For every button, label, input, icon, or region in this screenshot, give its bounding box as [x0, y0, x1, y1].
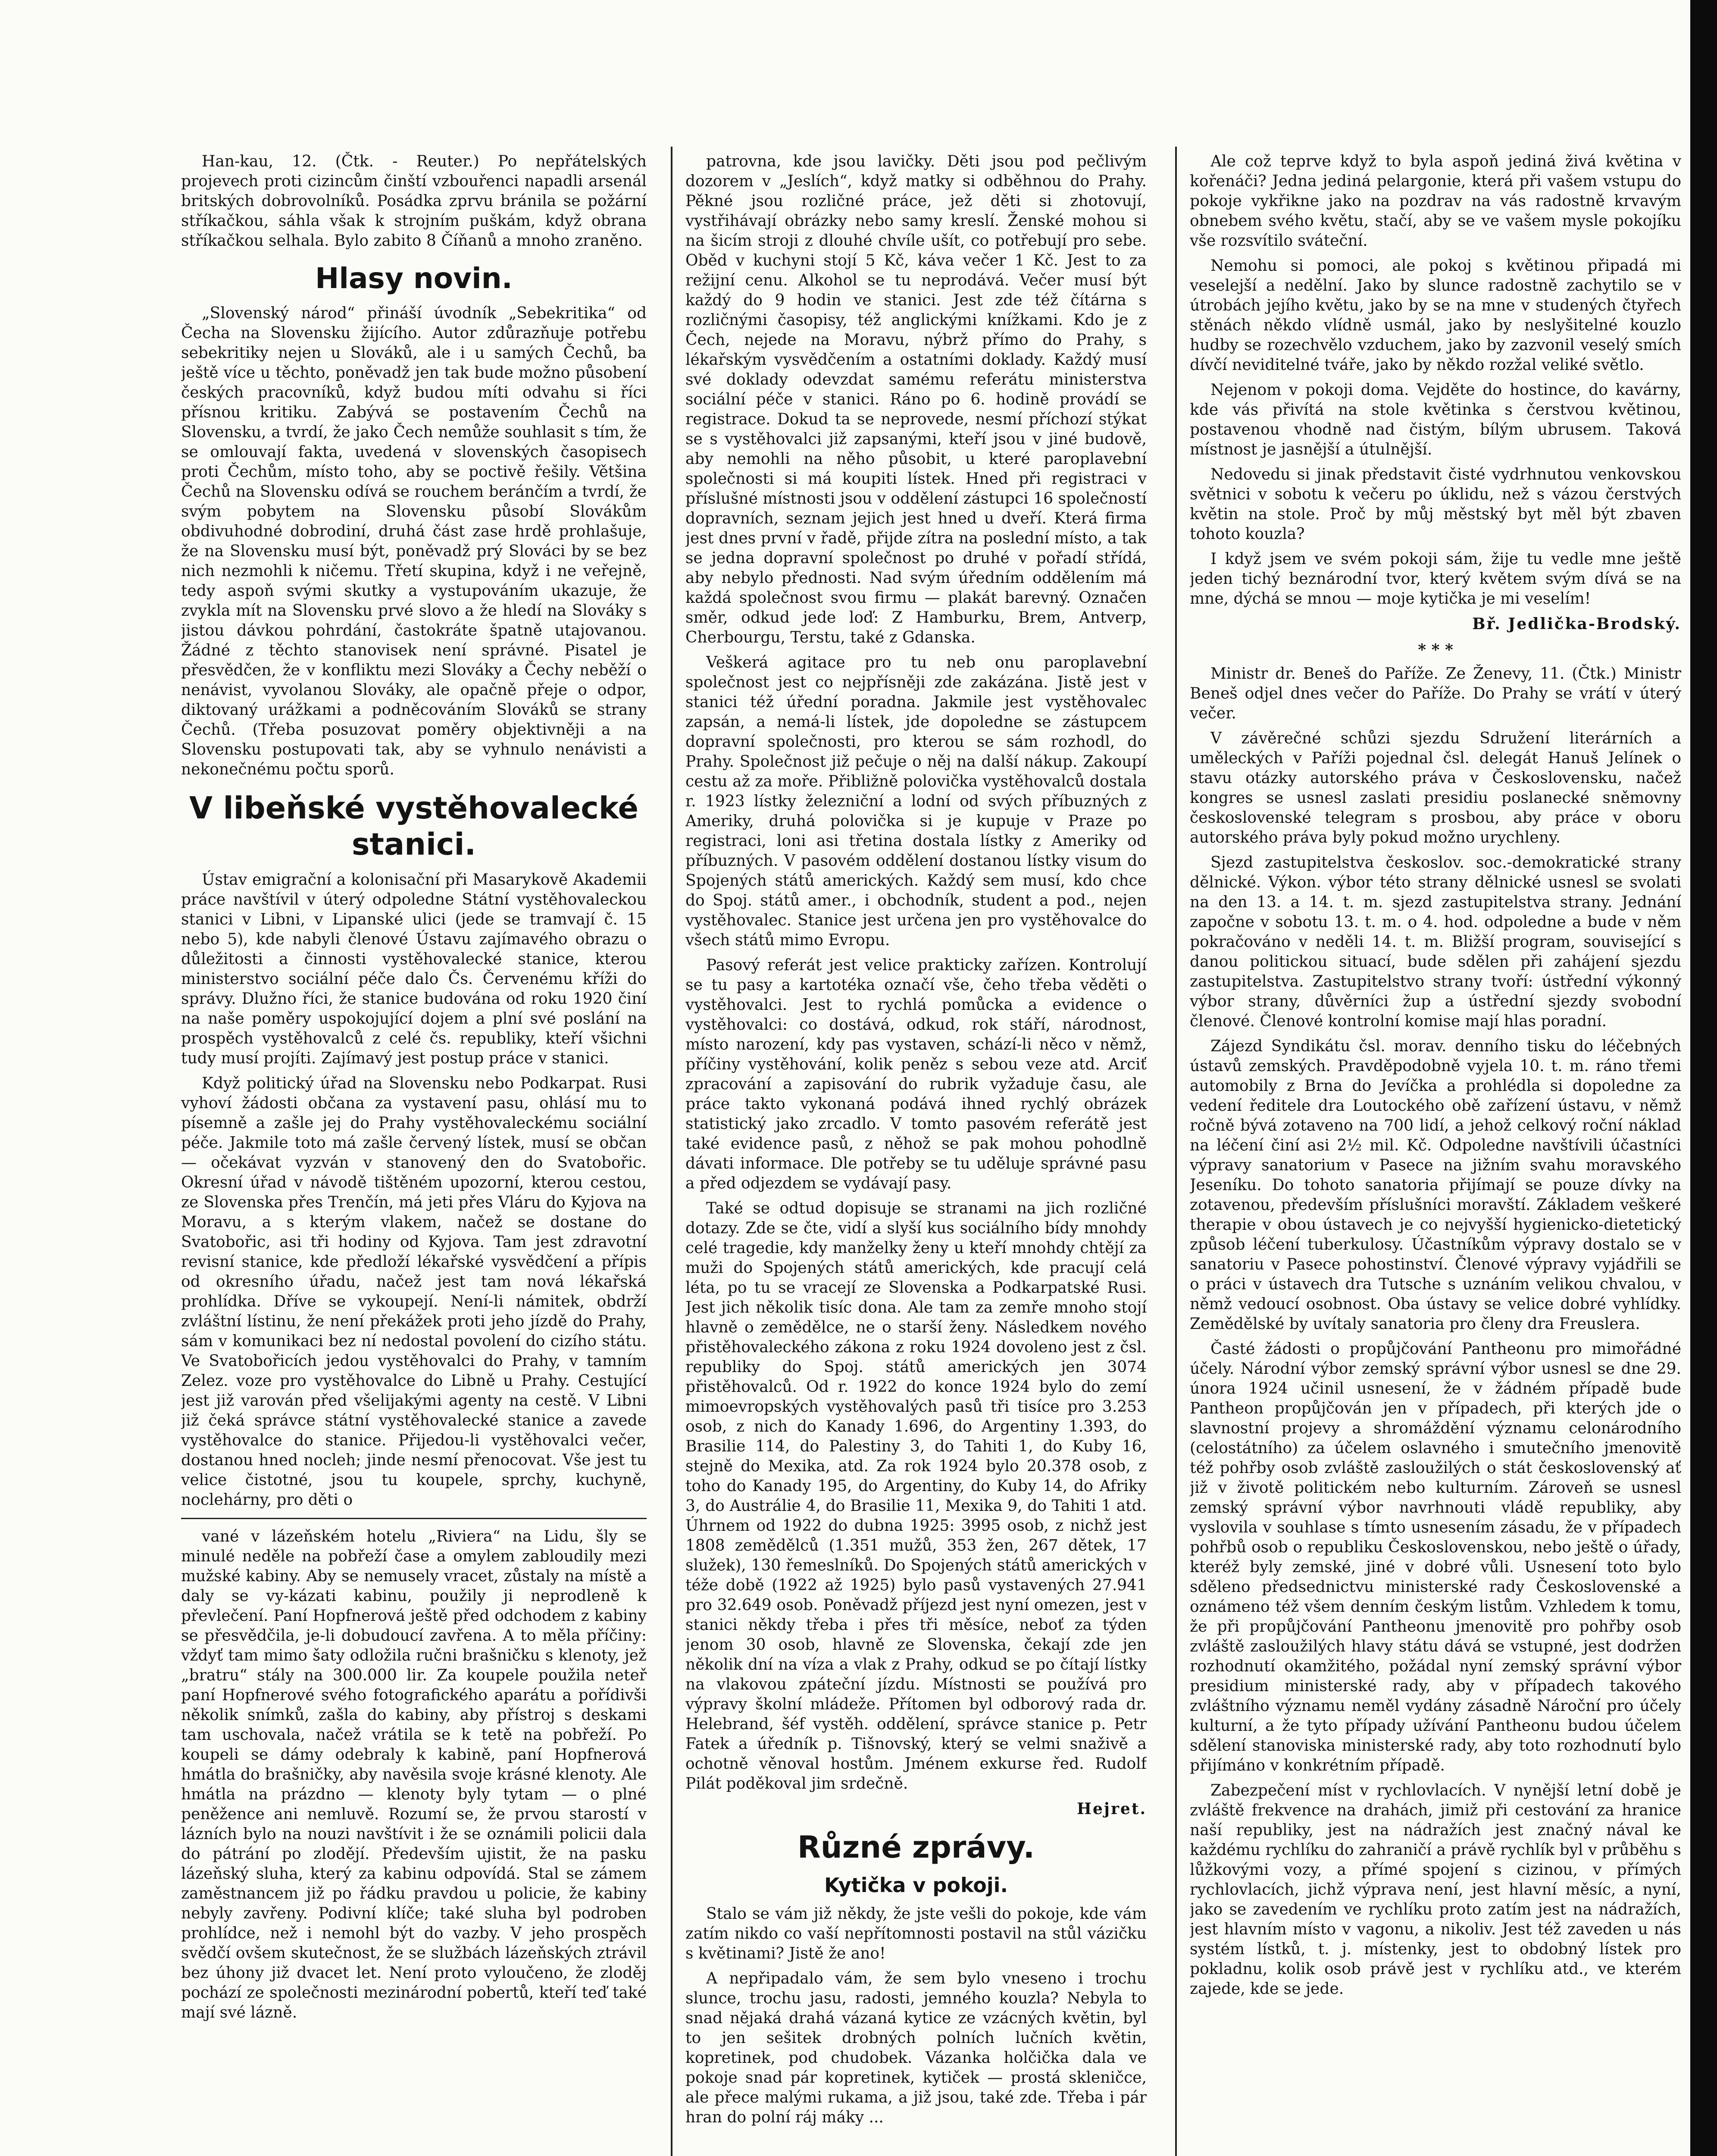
news-item: Sjezd zastupitelstva českoslov. soc.-demokratické strany dělnické. Výkon. výbor této strany dělnické usnesl se svolati na den 13. a 14. t. m. sjezd zastupitelstva strany. Jednání započne v sobotu 13. t. m. o 4. hod. odpoledne a bude v něm pokračováno v neděli 14. t. m. Bližší program, související s danou politickou situací, bude sdělen při zahájení sjezdu zastupitelstva. Zastupitelstvo strany tvoří: ústřední výkonný výbor strany, důvěrníci žup a ústřední sjezdy svobodní členové. Členové kontrolní komise mají hlas poradní. — [1190, 854, 1681, 1030]
feuilleton-paragraph: Ale což teprve když to byla aspoň jediná živá květina v kořenáči? Jedna jediná pelargonie, která při vašem vstupu do pokoje vykřikne jako na pozdrav na vás radostně krvavým obnebem svého květu, stačí, aby se ve vašem mysle pokojíku vše rozsvítilo sváteční. — [1190, 153, 1681, 250]
column-divider — [671, 147, 672, 2156]
section-separator: * * * — [1418, 641, 1453, 659]
feuilleton-paragraph: Nedovedu si jinak představit čisté vydrhnutou venkovskou světnici v sobotu k večeru po úklidu, než s vázou čerstvých květin na stole. Proč by můj městský byt měl být zbaven tohoto kouzla? — [1190, 466, 1681, 543]
article-paragraph: Když politický úřad na Slovensku nebo Podkarpat. Rusi vyhoví žádosti občana za vystavení pasu, ohlásí mu to písemně a zašle jej do Prahy vystěhovaleckému sociální péče. Jakmile toto má zašle červený lístek, musí se občan — očekávat vyzván v stanovený den do Svatobořic. Okresní úřad v návodě tištěném upozorní, kterou cestou, ze Slovenska přes Trenčín, má jeti přes Vláru do Kyjova na Moravu, a s kterým vlakem, načež se dostane do Svatobořic, asi tři hodiny od Kyjova. Tam jest zdravotní revisní stanice, kde předloží lékařské vysvědčení a přípis od okresního úřadu, načež jest tam nová lékařská prohlídka. Dříve se vykoupejí. Není-li námitek, obdrží zvláštní lístinu, že není překážek proti jeho jízdě do Prahy, sám v komunikaci bez ní nedostal povolení do cizího státu. Ve Svatobořicích jedou vystěhovalci do Prahy, v tamním Zelez. voze pro vystěhovalce do Libně u Prahy. Cestující jest již varován před všelijakými agenty na cestě. V Libni již čeká správce státní vystěhovalecké stanice a zavede vystěhovalce do stanice. Přijedou-li vystěhovalci večer, dostanou hned nocleh; jinde nesmí přenocovat. Vše jest tu velice čistotné, jsou tu koupele, sprchy, kuchyně, noclehárny, pro děti o — [181, 1075, 647, 1509]
author-signature: Bř. Jedlička-Brodský. — [1472, 615, 1681, 633]
divider — [181, 1518, 647, 1519]
section-heading-press: Hlasy novin. — [315, 262, 513, 295]
column-right — [1190, 152, 1681, 2156]
feuilleton-title: Kytička v pokoji. — [824, 1874, 1008, 1897]
news-item: Zájezd Syndikátu čsl. morav. denního tisku do léčebných ústavů zemských. Pravděpodobně vyjela 10. t. m. ráno třemi automobily z Brna do Jevíčka a prohlédla si dopoledne za vedení ředitele dra Loutockého obě zařízení ústavu, v němž ročně bývá zotaveno na 700 lidí, a jehož celkový roční náklad na léčení činí asi 2½ mil. Kč. Odpoledne navštívili účastníci výpravy sanatorium v Pasece na jižním svahu moravského Jeseníku. Do tohoto sanatoria přijímají se pouze dívky na zotavenou, především příslušníci moravští. Základem veškeré therapie v obou ústavech je co nejvyšší hygienicko-dietetický způsob léčení tuberkulosy. Účastníkům výpravy dostalo se v sanatoriu v Pasece pohostinství. Členové výpravy vyjádřili se o práci v ústavech dra Tutsche s uznáním velikou chvalou, v němž vedoucí osobnost. Oba ústavy se velice dobré vyhlídky. Zemědělské by uvítaly sanatoria pro členy dra Freuslera. — [1190, 1037, 1681, 1333]
article-paragraph: patrovna, kde jsou lavičky. Děti jsou pod pečlivým dozorem v „Jeslích“, když matky si odběhnou do Prahy. Pěkné jsou rozličné práce, jež děti si zhotovují, vystřihávají obrázky nebo samy kreslí. Ženské mohou si na šicím stroji z dlouhé chvíle ušít, co potřebují pro sebe. Oběd v kuchyni stojí 5 Kč, káva večer 1 Kč. Jest to za režijní cenu. Alkohol se tu neprodává. Večer musí být každý do 9 hodin ve stanici. Jest zde též čítárna s rozličnými časopisy, též anglickými knížkami. Kdo je z Čech, nejede na Moravu, nýbrž přímo do Prahy, s lékařským vysvědčením a ostatními doklady. Každý musí své doklady odevzdat samému referátu ministerstva sociální péče v stanici. Ráno po 6. hodině provádí se registrace. Dokud ta se neprovede, nesmí příchozí stýkat se s vystěhovalci již zapsanými, kteří jsou v jiné budově, aby nemohli na něho působit, u které paroplavební společnosti si má koupiti lístek. Hned při registraci v příslušné místnosti jsou v oddělení zástupci 16 společností dopravních, seznam jejich jest hned u dveří. Která firma jest dnes první v řadě, přijde zítra na poslední místo, a tak se jedna dopravní společnost po druhé v pořadí střídá, aby nebylo přednosti. Nad svým úředním oddělením má každá společnost svou firmu — plakát barevný. Označen směr, odkud jede loď: Z Hamburku, Brem, Antverp, Cherbourgu, Terstu, také z Gdanska. — [685, 153, 1147, 646]
news-brief-hankou: Han-kau, 12. (Čtk. - Reuter.) Po nepřátelských projevech proti cizincům činští vzbouřenci napadli arsenál britských dobrovolníků. Posádka zprvu bránila se požární stříkačkou, sáhla však k strojním puškám, když obrana stříkačkou selhala. Bylo zabito 8 Číňanů a mnoho zraněno. — [181, 153, 647, 250]
feuilleton-paragraph: A nepřipadalo vám, že sem bylo vneseno i trochu slunce, trochu jasu, radosti, jemného kouzla? Nebyla to snad nějaká drahá vázaná kytice ze vzácných květin, byl to jen sešitek drobných polních lučních květin, kopretinek, pod chudobek. Vázanka holčička dala ve pokoje snad pár kopretinek, kytiček — prostá skleničce, ale přece malými rukama, a již jsou, také zde. Třeba i pár hran do polní ráj máky ... — [685, 1970, 1147, 2126]
article-press-review: „Slovenský národ“ přináší úvodník „Sebekritika“ od Čecha na Slovensku žijícího. Autor zdůrazňuje potřebu sebekritiky nejen u Slováků, ale i u samých Čechů, ba ještě více u těchto, poněvadž jen tak bude možno působení českých pracovníků, když budou míti odvahu si říci přísnou kritiku. Zabývá se postavením Čechů na Slovensku, a tvrdí, že jako Čech nemůže souhlasit s tím, že se omlouvají fakta, uvedená v slovenských časopisech proti Čechům, místo toho, aby se poctivě řešily. Většina Čechů na Slovensku odívá se rouchem beránčím a tvrdí, že svým pobytem na Slovensku působí Slovákům obdivuhodné dobrodiní, druhá část zase hrdě prohlašuje, že na Slovensku musí být, poněvadž prý Slováci by se bez nich nezmohli k ničemu. Třetí skupina, když i ne veřejně, tedy aspoň svými skutky a vystupováním ukazuje, že zvykla mít na Slovensku prvé slovo a že hledí na Slováky s jistou dávkou pohrdání, častokráte špatně utajovanou. Žádné z těchto stanovisek není správné. Pisatel je přesvědčen, že v konfliktu mezi Slováky a Čechy neběží o nenávist, vyvolanou Slováky, ale opačně přeje o odpor, diktovaný urážkami a podněcováním Slováků se strany Čechů. (Třeba posuzovat poměry objektivněji a na Slovensku postupovati tak, aby se vyhnulo nenávisti a nekonečnému počtu sporů. — [181, 304, 647, 778]
article-paragraph: Ústav emigrační a kolonisační při Masarykově Akademii práce navštívil v úterý odpoledne Státní vystěhovaleckou stanici v Libni, v Lipanské ulici (jede se tramvají č. 15 nebo 5), kde nabyli členové Ústavu zajímavého obrazu o důležitosti a činnosti vystěhovalecké stanice, kterou ministerstvo sociální péče dalo Čs. Červenému kříži do správy. Dlužno říci, že stanice budována od roku 1920 činí na naše poměry uspokojující dojem a plní své poslání na prospěch vystěhovalců z celé čs. republiky, kteří všichni tudy musí projíti. Zajímavý jest postup práce v stanici. — [181, 871, 647, 1067]
column-divider — [1175, 147, 1177, 2156]
article-paragraph: Veškerá agitace pro tu neb onu paroplavební společnost jest co nejpřísněji zde zakázána. Jistě jest v stanici též úřední poradna. Jakmile jest vystěhovalec zapsán, a nemá-li lístek, jde dopoledne se zástupcem dopravní společnosti, pro kterou se sám rozhodl, do Prahy. Společnost již pečuje o něj na další nákup. Zakoupí cestu až za moře. Přibližně polovička vystěhovalců dostala r. 1923 lístky železniční a lodní od svých příbuzných z Ameriky, druhá polovička si je kupuje v Praze po registraci, loni asi třetina dostala lístky z Ameriky od příbuzných. V pasovém oddělení dostanou lístky visum do Spojených států amerických. Každý sem musí, kdo chce do Spoj. států amer., i obchodník, student a pod., nejen vystěhovalec. Stanice jest určena jen pro vystěhovalce do všech států mimo Evropu. — [685, 654, 1147, 949]
scan-border — [1690, 0, 1717, 2156]
article-paragraph: vané v lázeňském hotelu „Riviera“ na Lidu, šly se minulé neděle na pobřeží čase a omylem zabloudily mezi mužské kabiny. Aby se nemusely vracet, zůstaly na místě a daly se vy-kázati kabinu, použily ji neprodleně k převlečení. Paní Hopfnerová ještě před odchodem z kabiny se přesvědčila, je-li dobudoucí zavřena. A to měla příčiny: vždyť tam mimo šaty odložila ručni brašničku s klenoty, jež „bratru“ stály na 300.000 lir. Za koupele použila neteř paní Hopfnerové svého fotografického aparátu a pořídivši několik snímků, zašla do kabiny, aby přístroj s deskami tam uschovala, načež vrátila se k tetě na pobřeží. Po koupeli se dámy odebraly k kabině, paní Hopfnerová hmátla do brašničky, aby navěsila svoje krásné klenoty. Ale hmátla na prázdno — klenoty byly tytam — o plné peněžence ani nemluvě. Rozumí se, že prvou starostí v lázních bylo na nouzi navštívit i že se oznámili policii dala do pátrání po zlodějí. Především ujistit, že na pasku lázeňský sluha, který za kabinu odpovídá. Stal se zámem zaměstnancem již po řádku pravdou u policie, že kabiny nebyly zavřeny. Podivní klíče; také sluha byl podroben prohlídce, než i nemohl být do vazby. V jeho prospěch svědčí ovšem skutečnost, že se službách lázeňských ztrávil bez úhony již dvacet let. Není proto vyloučeno, že zloděj pochází ze společnosti mezinárodní pobertů, kteří teď také mají své lázně. — [181, 1528, 647, 2021]
article-paragraph: Pasový referát jest velice prakticky zařízen. Kontrolují se tu pasy a kartotéka označí vše, čeho třeba věděti o vystěhovalci. Jest to rychlá pomůcka a evidence o vystěhovalci: co dostává, odkud, rok stáří, národnost, místo narození, kdy pas vystaven, schází-li něco v němž, příčiny vystěhování, kolik peněz s sebou veze atd. Arciť zpracování a zapisování do rubrik vyžaduje času, ale práce takto vykonaná podává ihned rychlý obrázek statistický jako zrcadlo. V tomto pasovém referátě jest také evidence pasů, z něhož se pak mohou pohodlně dávati informace. Dle potřeby se tu uděluje správné pasu a před odjezdem se vydávají pasy. — [685, 956, 1147, 1192]
feuilleton-paragraph: Stalo se vám již někdy, že jste vešli do pokoje, kde vám zatím nikdo co vaší nepřítomnosti postavil na stůl vázičku s květinami? Jistě že ano! — [685, 1905, 1147, 1962]
column-middle — [685, 152, 1147, 2156]
feuilleton-paragraph: I když jsem ve svém pokoji sám, žije tu vedle mne ještě jeden tichý beznárodní tvor, který květem svým dívá se na mne, dýchá se mnou — moje kytička je mi veselím! — [1190, 550, 1681, 608]
news-item: Časté žádosti o propůjčování Pantheonu pro mimořádné účely. Národní výbor zemský správní výbor usnesl se dne 29. února 1924 učinil usnesení, že v žádném případě bude Pantheon propůjčován jen v případech, při kterých jde o slavnostní projevy a shromáždění významu celonárodního (celostátního) za účelem oslavného i smutečního jmenovitě též pohřby osob zvláště zasloužilých o stát československý ať již v životě politickém nebo kulturním. Zároveň se usnesl zemský správní výbor navrhnouti vládě republiky, aby vyslovila v souhlase s tímto usnesením zásadu, že v případech pohřbů osob o republiku Československou, nebo ještě o úřady, kteréž byly zemské, jiné v dobré vůli. Usnesení toto bylo sděleno předsednictvu ministerské rady Československé a oznámeno též všem denním českým listům. Vzhledem k tomu, že při propůjčování Pantheonu jmenovitě pro pohřby osob zvláště zasloužilých hlavy státu dává se vstupné, jest dodržen rozhodnutí okamžitého, požádal nyní zemský správní výbor presidium ministerské rady, aby v případech takového zvláštního významu neměl vydány zásadně Nároční pro účely kulturní, a že tyto případy užívání Pantheonu budou účelem sdělení stanoviska ministerské rady, aby toto rozhodnutí bylo přijímáno v konkrétním případě. — [1190, 1340, 1681, 1774]
section-heading-misc-news: Různé zprávy. — [797, 1830, 1035, 1865]
article-headline-emigration-station: V libeňské vystěhovalecké stanici. — [189, 790, 638, 862]
article-paragraph: Také se odtud dopisuje se stranami na jich rozličné dotazy. Zde se čte, vidí a slyší kus sociálního bídy mnohdy celé tragedie, kdy manželky ženy u kteří mnohdy chtějí za muži do Spojených států amerických, kde pracují celá léta, po tu se vracejí ze Slovenska a Podkarpatské Rusi. Jest jich několik tisíc dona. Ale tam za zemře mnoho stojí hlavně o zemědělce, ne o starší ženy. Následkem nového přistěhovaleckého zákona z roku 1924 dovoleno jest z čsl. republiky do Spoj. států amerických jen 3074 přistěhovalců. Od r. 1922 do konce 1924 bylo do zemí mimoevropských vystěhovalých pasů tři tisíce pro 3.253 osob, z nich do Kanady 1.696, do Argentiny 1.393, do Brasilie 114, do Palestiny 3, do Tahiti 1, do Kuby 16, stejně do Mexika, atd. Za rok 1924 bylo 20.378 osob, z toho do Kanady 195, do Argentiny, do Kuby 14, do Afriky 3, do Austrálie 4, do Brasilie 11, Mexika 9, do Tahiti 1 atd. Úhrnem od 1922 do dubna 1925: 3995 osob, z nichž jest 1808 zemědělců (1.351 mužů, 353 žen, 267 dětek, 17 služek), 130 řemeslníků. Do Spojených států amerických v téže době (1922 až 1925) bylo pasů vystavených 27.941 pro 32.649 osob. Poněvadž příjezd jest nyní omezen, jest v stanici někdy třeba i přes tři měsíce, neboť za týden jenom 30 osob, hlavně ze Slovenska, čekají zde jen několik dní na víza a vlak z Prahy, odkud se po čítají lístky na vlakovou zpáteční jízdu. Místnosti se používá pro výpravy školní mládeže. Přítomen byl odborový rada dr. Helebrand, šéf vystěh. oddělení, správce stanice p. Petr Fatek a úředník p. Tišnovský, který se velmi snaživě a ochotně věnoval hostům. Jménem exkurse řed. Rudolf Pilát poděkoval jim srdečně. — [685, 1200, 1147, 1792]
news-item: V závěrečné schůzi sjezdu Sdružení literárních a uměleckých v Paříži pojednal čsl. delegát Hanuš Jelínek o stavu otázky autorského práva v Československu, načež kongres se usnesl zaslati presidiu poslanecké sněmovny československé telegram s prosbou, aby práce v oboru autorského práva byly pokud možno urychleny. — [1190, 730, 1681, 846]
feuilleton-paragraph: Nejenom v pokoji doma. Vejděte do hostince, do kavárny, kde vás přivítá na stole květinka s čerstvou květinou, postavenou vhodně nad čistým, bílým ubrusem. Taková místnost je jasnější a útulnější. — [1190, 381, 1681, 458]
news-item: Zabezpečení míst v rychlovlacích. V nynější letní době je zvláště frekvence na drahách, jimiž při cestování za hranice naší republiky, jest na nádražích jest značný nával ke každému rychlíku do zahraničí a právě rychlík byl v průběhu s lůžkovými vozy, a přímé spojení s cizinou, v přímých rychlovlacích, jichž výprava není, jest hlavní měsíc, a nyní, jako se zavedením ve rychlíku proto zatím jest na nádražích, jest hlavním místo v vagonu, a nikoliv. Jest též zaveden u nás systém lístků, t. j. místenky, jest to obdobný lístek pro pokladnu, kolik osob právě jest v rychlíku atd., ve kterém zajede, kde se jede. — [1190, 1782, 1681, 1998]
feuilleton-paragraph: Nemohu si pomoci, ale pokoj s květinou připadá mi veselejší a nedělní. Jako by slunce radostně zachytilo se v útrobách jejího květu, jako by se na mne v studených čtyřech stěnách někdo vlídně usmál, jako by neslyšitelné kouzlo hudby se rozechvělo vzduchem, jako by zazvonil veselý smích dívčí neviditelné tváře, jako by někdo rozžal veliké světlo. — [1190, 257, 1681, 374]
news-item: Ministr dr. Beneš do Paříže. Ze Ženevy, 11. (Čtk.) Ministr Beneš odjel dnes večer do Paříže. Do Prahy se vrátí v úterý večer. — [1190, 665, 1681, 722]
author-signature: Hejret. — [1077, 1800, 1147, 1818]
column-left — [181, 152, 647, 2156]
